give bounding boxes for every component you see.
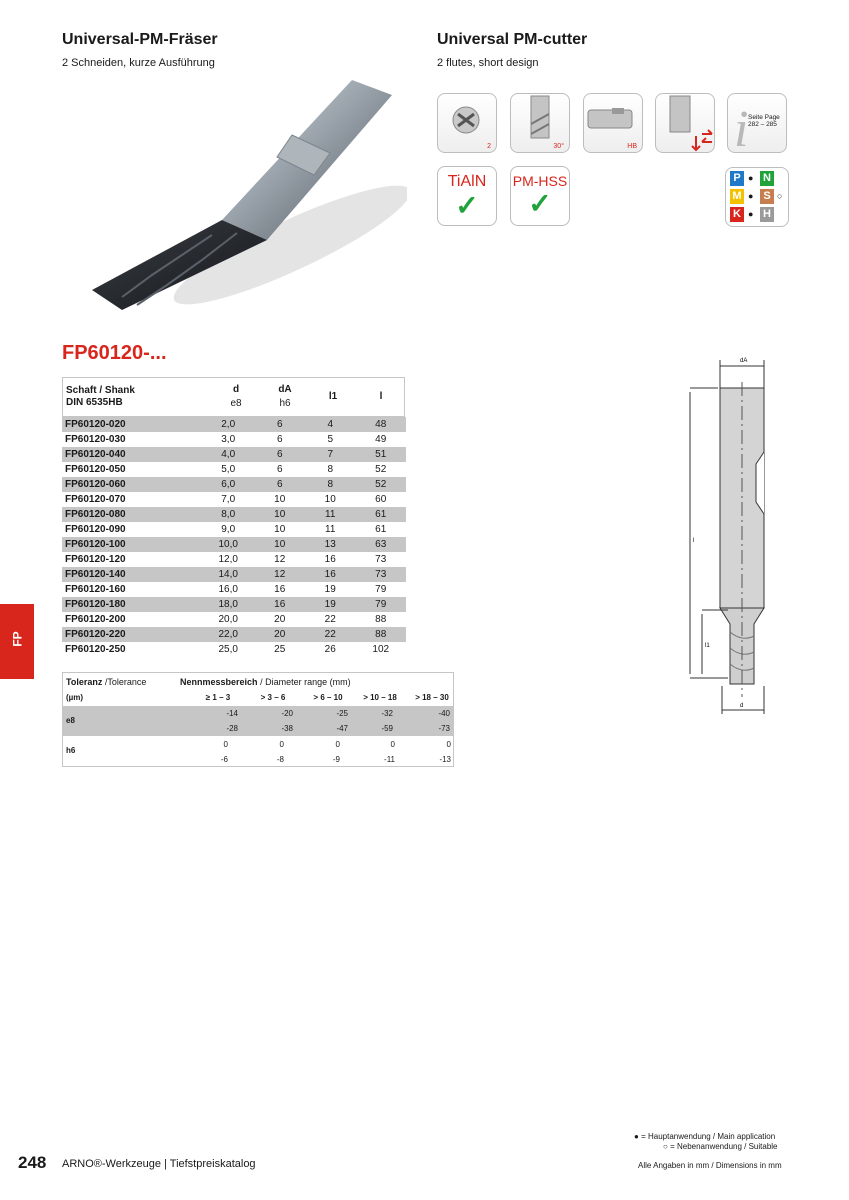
- e8-lower-1: -28: [226, 724, 238, 733]
- e8-upper-2: -20: [281, 709, 293, 718]
- info-pages: 282 – 285: [748, 121, 777, 128]
- h6-label: h6: [66, 746, 76, 755]
- coating-label: TiAlN: [447, 173, 487, 190]
- cell-l1: 10: [324, 494, 336, 505]
- table-header: [62, 377, 405, 417]
- shank-hb-icon: [583, 93, 643, 153]
- cell-l: 88: [375, 614, 387, 625]
- din-header: DIN 6535HB: [66, 397, 123, 408]
- h6-upper-3: 0: [335, 740, 340, 749]
- subtitle-en: 2 flutes, short design: [437, 57, 539, 69]
- check-icon-2: ✓: [528, 188, 552, 219]
- h6-upper-1: 0: [223, 740, 228, 749]
- cell-code: FP60120-100: [62, 537, 202, 552]
- info-icon: [727, 93, 787, 153]
- cell-code: FP60120-200: [65, 614, 126, 625]
- tolerance-table: [62, 672, 454, 767]
- table-row: [62, 537, 406, 552]
- suitable-circle-icon: ○: [777, 191, 783, 201]
- e8-row: [63, 706, 453, 736]
- cell-dA: 6: [276, 434, 283, 445]
- h6-lower-2: -8: [276, 755, 284, 764]
- main-application-dot-icon: ●: [748, 209, 754, 219]
- range-label-de: Nennmessbereich: [180, 677, 258, 687]
- cell-code: FP60120-140: [62, 567, 202, 582]
- cell-l: 61: [355, 507, 406, 522]
- da-header: dA: [278, 384, 292, 395]
- table-row: [62, 462, 406, 477]
- cell-dA: 6: [255, 447, 305, 462]
- cell-l: 79: [375, 584, 387, 595]
- unit-label: (µm): [66, 693, 84, 702]
- material-label: PM-HSS: [512, 173, 568, 189]
- page-number: 248: [18, 1153, 47, 1172]
- cell-dA: 20: [255, 627, 305, 642]
- cell-l1: 16: [305, 567, 355, 582]
- cell-dA: 16: [255, 597, 305, 612]
- table-row: [62, 492, 406, 507]
- cell-code: FP60120-040: [62, 447, 202, 462]
- table-row: [62, 507, 406, 522]
- cell-code: FP60120-050: [65, 464, 126, 475]
- material-p: P: [730, 171, 744, 186]
- product-table: [62, 417, 406, 657]
- table-row: [62, 567, 406, 582]
- main-application-dot-icon: ●: [634, 1132, 639, 1141]
- cell-d: 20,0: [218, 614, 238, 625]
- drawing-d-label: d: [740, 703, 744, 709]
- check-icon: ✓: [455, 190, 479, 221]
- side-tab-label: FP: [10, 631, 25, 647]
- table-row: [62, 417, 406, 432]
- cell-l: 88: [355, 627, 406, 642]
- cell-l1: 8: [305, 477, 355, 492]
- cell-l1: 4: [305, 417, 355, 432]
- cell-dA: 10: [255, 507, 305, 522]
- cell-code: FP60120-060: [62, 477, 202, 492]
- dimensions-note: Alle Angaben in mm / Dimensions in mm: [638, 1161, 782, 1170]
- info-text: Seite Page: [748, 114, 780, 121]
- cell-l: 52: [355, 477, 406, 492]
- product-table-body: [62, 417, 406, 657]
- cell-d: 14,0: [202, 567, 255, 582]
- cell-code: FP60120-160: [65, 584, 126, 595]
- cell-l: 49: [375, 434, 387, 445]
- table-row: [62, 432, 406, 447]
- range-2: > 3 – 6: [260, 693, 286, 702]
- cell-d: 16,0: [218, 584, 238, 595]
- table-row: [62, 522, 406, 537]
- table-row: [62, 612, 406, 627]
- table-row: [62, 597, 406, 612]
- cell-l1: 22: [305, 627, 355, 642]
- cell-l: 63: [355, 537, 406, 552]
- helix-angle-icon: [510, 93, 570, 153]
- cell-l1: 11: [325, 524, 336, 535]
- e8-upper-3: -25: [336, 709, 348, 718]
- h6-lower-3: -9: [332, 755, 340, 764]
- cell-d: 3,0: [221, 434, 236, 445]
- title-de: Universal-PM-Fräser: [62, 31, 218, 48]
- e8-upper-1: -14: [226, 709, 238, 718]
- range-4: > 10 – 18: [363, 693, 397, 702]
- table-row: [62, 447, 406, 462]
- cell-code: FP60120-070: [65, 494, 126, 505]
- h6-upper-5: 0: [446, 740, 451, 749]
- cell-l1: 8: [327, 464, 333, 475]
- e8-lower-2: -38: [281, 724, 293, 733]
- cell-d: 18,0: [202, 597, 255, 612]
- drawing-l1-label: l1: [705, 643, 710, 649]
- h6-lower-5: -13: [439, 755, 451, 764]
- cell-l1: 22: [324, 614, 336, 625]
- coating-badge: [437, 166, 497, 226]
- cell-dA: 6: [276, 464, 283, 475]
- h6-row: [63, 736, 453, 766]
- material-group-grid: [725, 167, 789, 227]
- suitable-circle-icon: ○: [663, 1142, 668, 1151]
- da-tol-header: h6: [279, 398, 291, 409]
- cell-code: FP60120-020: [62, 417, 202, 432]
- cell-dA: 10: [274, 494, 286, 505]
- cell-d: 10,0: [202, 537, 255, 552]
- title-en: Universal PM-cutter: [437, 31, 588, 48]
- cell-l1: 5: [327, 434, 333, 445]
- drawing-l-label: l: [693, 538, 695, 544]
- e8-lower-3: -47: [336, 724, 348, 733]
- material-badge: [510, 166, 570, 226]
- cell-code: FP60120-090: [65, 524, 126, 535]
- h6-lower-4: -11: [384, 755, 395, 764]
- h6-lower-1: -6: [220, 755, 228, 764]
- cell-l1: 16: [324, 554, 336, 565]
- cell-code: FP60120-220: [62, 627, 202, 642]
- cell-d: 9,0: [221, 524, 236, 535]
- cell-l1: 11: [305, 507, 355, 522]
- cell-l: 79: [355, 597, 406, 612]
- cell-d: 7,0: [221, 494, 236, 505]
- main-application-dot-icon: ●: [748, 173, 754, 183]
- e8-upper-5: -40: [438, 709, 450, 718]
- table-row: [62, 582, 406, 597]
- cell-l: 73: [355, 567, 406, 582]
- cell-code: FP60120-080: [62, 507, 202, 522]
- cell-l1: 13: [305, 537, 355, 552]
- tol-label-de: Toleranz: [66, 677, 103, 687]
- technical-drawing: [680, 352, 775, 722]
- material-k: K: [730, 207, 744, 222]
- cell-dA: 12: [274, 554, 286, 565]
- e8-lower-4: -59: [381, 724, 393, 733]
- cell-code: FP60120-250: [65, 644, 126, 655]
- legend-main: = Hauptanwendung / Main application: [641, 1132, 776, 1141]
- cell-d: 25,0: [218, 644, 238, 655]
- svg-text:i: i: [734, 101, 749, 152]
- material-h: H: [760, 207, 774, 222]
- h6-upper-4: 0: [390, 740, 395, 749]
- range-3: > 6 – 10: [313, 693, 343, 702]
- shank-header: Schaft / Shank: [66, 385, 135, 396]
- cell-d: 8,0: [202, 507, 255, 522]
- material-s: S: [760, 189, 774, 204]
- cell-d: 22,0: [202, 627, 255, 642]
- cell-dA: 6: [255, 477, 305, 492]
- cell-l: 61: [375, 524, 387, 535]
- cell-d: 6,0: [202, 477, 255, 492]
- table-row: [62, 477, 406, 492]
- cell-code: FP60120-120: [65, 554, 126, 565]
- material-m: M: [730, 189, 744, 204]
- cell-d: 2,0: [202, 417, 255, 432]
- helix-label: 30°: [553, 143, 564, 150]
- table-row: [62, 627, 406, 642]
- table-row: [62, 642, 406, 657]
- cell-d: 5,0: [221, 464, 236, 475]
- cell-l: 52: [375, 464, 387, 475]
- h6-upper-2: 0: [279, 740, 284, 749]
- cell-dA: 10: [255, 537, 305, 552]
- cell-l1: 7: [305, 447, 355, 462]
- range-5: > 18 – 30: [415, 693, 449, 702]
- flutes-label: 2: [487, 143, 491, 150]
- cell-dA: 6: [255, 417, 305, 432]
- cutting-direction-icon: [655, 93, 715, 153]
- range-label-en: / Diameter range (mm): [260, 677, 351, 687]
- catalog-name: ARNO®-Werkzeuge | Tiefstpreiskatalog: [62, 1158, 256, 1170]
- drawing-da-label: dA: [740, 358, 748, 364]
- d-tol-header: e8: [230, 398, 242, 409]
- cell-code: FP60120-030: [65, 434, 126, 445]
- l-header: l: [379, 391, 383, 402]
- table-row: [62, 552, 406, 567]
- section-side-tab: [0, 604, 34, 679]
- cell-l1: 26: [324, 644, 336, 655]
- cell-l1: 19: [324, 584, 336, 595]
- material-n: N: [760, 171, 774, 186]
- l1-header: l1: [328, 391, 338, 402]
- cell-dA: 25: [274, 644, 286, 655]
- cell-dA: 16: [274, 584, 286, 595]
- tol-label-en: /Tolerance: [104, 677, 147, 687]
- cell-dA: 10: [274, 524, 286, 535]
- tool-photo: [62, 75, 407, 325]
- cell-l: 48: [355, 417, 406, 432]
- cell-l: 51: [355, 447, 406, 462]
- cell-code: FP60120-180: [62, 597, 202, 612]
- product-code: FP60120-...: [62, 342, 167, 364]
- e8-label: e8: [66, 716, 75, 725]
- flutes-icon: [437, 93, 497, 153]
- legend-suitable: = Nebenanwendung / Suitable: [670, 1142, 778, 1151]
- cell-l: 60: [375, 494, 387, 505]
- cell-dA: 20: [274, 614, 286, 625]
- e8-upper-4: -32: [381, 709, 393, 718]
- cell-l: 102: [372, 644, 390, 655]
- cell-dA: 12: [255, 567, 305, 582]
- cell-l: 73: [375, 554, 387, 565]
- shank-label: HB: [627, 143, 637, 150]
- range-1: ≥ 1 – 3: [205, 693, 231, 702]
- main-application-dot-icon: ●: [748, 191, 754, 201]
- cell-d: 12,0: [218, 554, 238, 565]
- cell-l1: 19: [305, 597, 355, 612]
- subtitle-de: 2 Schneiden, kurze Ausführung: [62, 57, 215, 69]
- d-header: d: [232, 384, 240, 395]
- cell-d: 4,0: [202, 447, 255, 462]
- e8-lower-5: -73: [438, 724, 450, 733]
